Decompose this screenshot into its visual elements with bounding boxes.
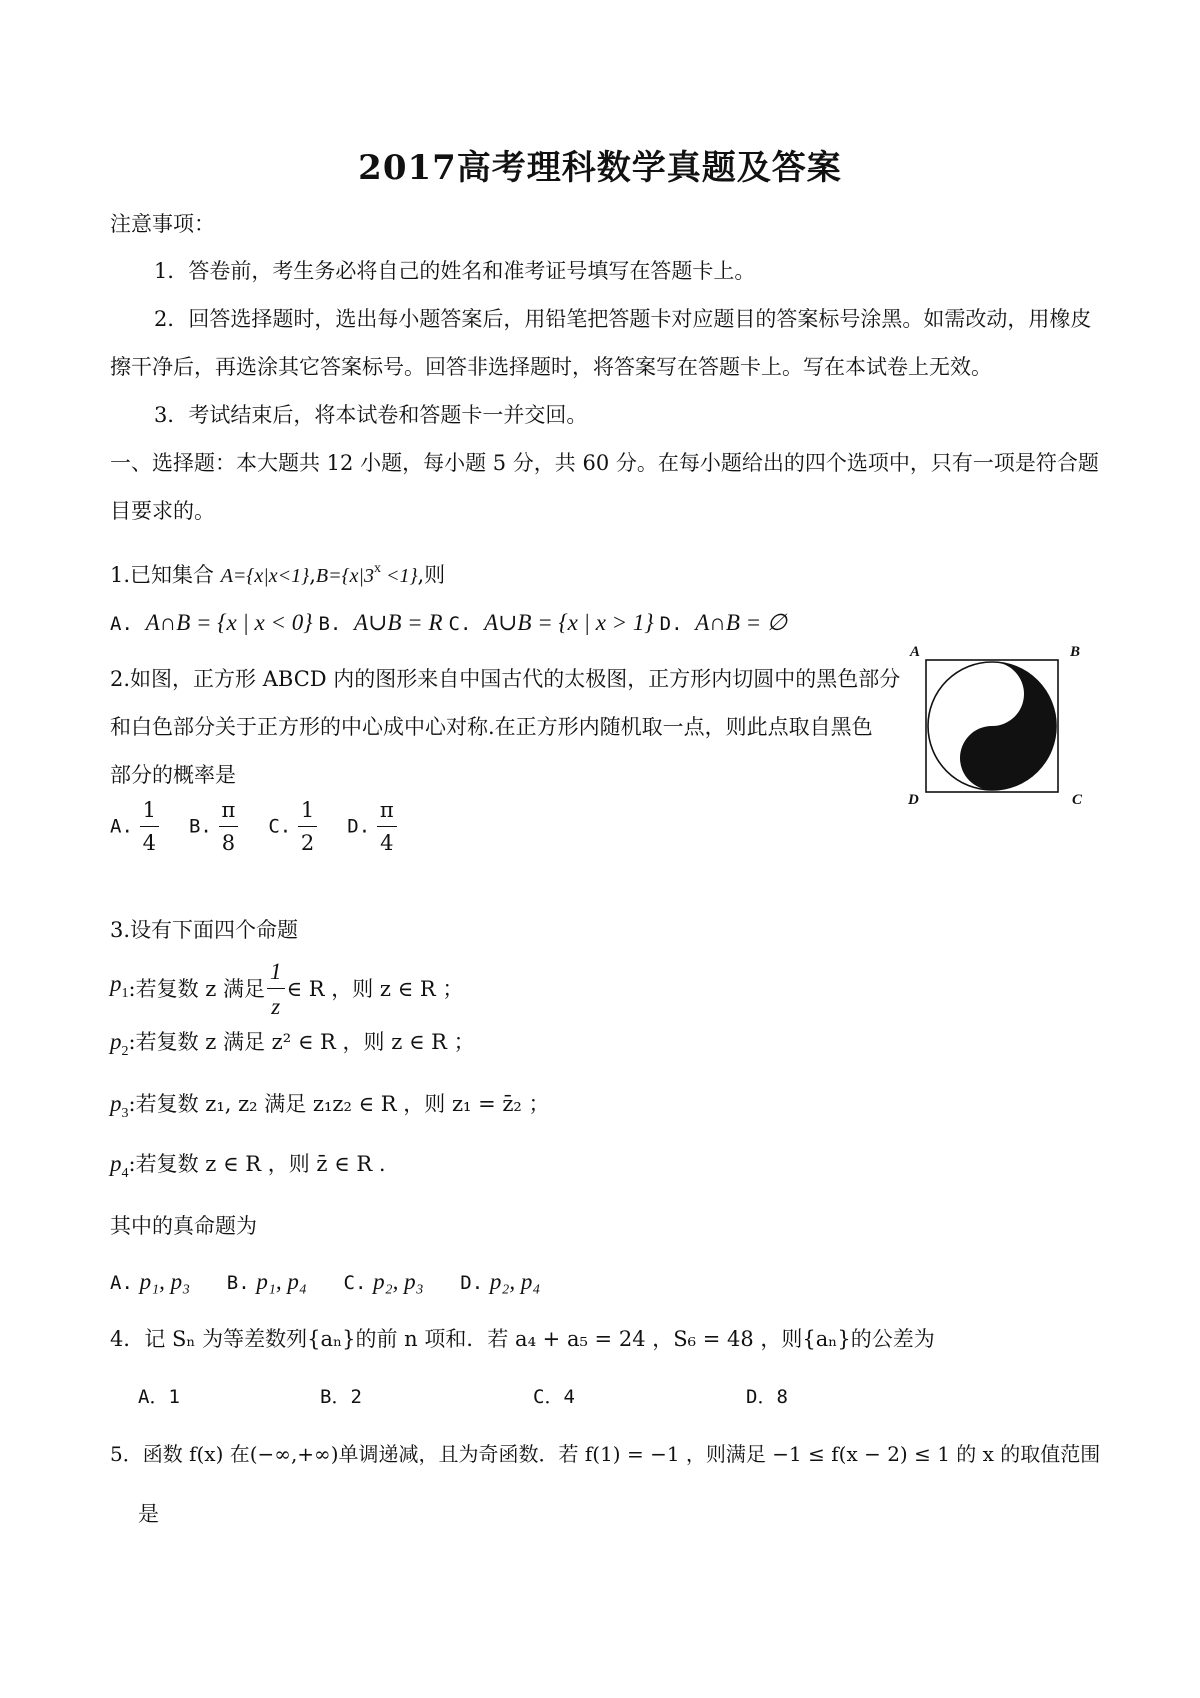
proposition-p1: $p_1$ :若复数 z 满足 $\frac{1}{z}$ ∈ R ，则 z ∈ R ； — [110, 959, 464, 1019]
option-4a: A．1 — [138, 1386, 180, 1408]
option-4d: D．8 — [746, 1386, 788, 1408]
option-4c: C．4 — [533, 1386, 575, 1408]
question-1-stem: 1.已知集合 $A=\{x|x<1\},B=\{x|3^x <1\}$,则 — [110, 561, 446, 587]
notice-heading: 注意事项： — [110, 212, 215, 236]
notice-2-cont: 擦干净后，再选涂其它答案标号。回答非选择题时，将答案写在答题卡上。写在本试卷上无效。 — [110, 355, 992, 379]
black-dot — [985, 751, 999, 765]
question-2-line-2: 和白色部分关于正方形的中心成中心对称.在正方形内随机取一点，则此点取自黑色 — [110, 715, 873, 739]
page-title: 2017高考理科数学真题及答案 — [358, 148, 842, 188]
option-3b: B. p₁, p₄ — [226, 1269, 307, 1294]
proposition-p2: $p_2$:若复数 z 满足 z² ∈ R ，则 z ∈ R ； — [110, 1029, 475, 1059]
question-2-line-3: 部分的概率是 — [110, 763, 236, 787]
taiji-diagram — [924, 658, 1074, 798]
option-1c: A∪B = {x | x > 1} — [484, 610, 654, 635]
question-5-line-2: 是 — [138, 1502, 159, 1526]
question-2-line-1: 2.如图，正方形 ABCD 内的图形来自中国古代的太极图，正方形内切圆中的黑色部分 — [110, 667, 901, 691]
question-3-options — [110, 1268, 570, 1297]
question-2-options — [110, 800, 427, 854]
notice-3: 3．考试结束后，将本试卷和答题卡一并交回。 — [154, 403, 588, 427]
vertex-label-b: B — [1070, 644, 1081, 660]
vertex-label-a: A — [910, 644, 921, 660]
taiji-figure — [908, 644, 1083, 808]
question-3-stem: 3.设有下面四个命题 — [110, 918, 299, 942]
option-2b: B. $\frac{\pi}{8}$ — [189, 800, 238, 854]
option-1d: A∩B = ∅ — [695, 610, 787, 635]
notice-1: 1．答卷前，考生务必将自己的姓名和准考证号填写在答题卡上。 — [154, 259, 756, 283]
vertex-label-d: D — [908, 792, 919, 808]
question-4-stem: 4．记 Sₙ 为等差数列{aₙ}的前 n 项和．若 a₄ + a₅ = 24 ，S₆ = 48 ，则{aₙ}的公差为 — [110, 1327, 935, 1351]
vertex-label-c: C — [1072, 792, 1083, 808]
notice-2: 2．回答选择题时，选出每小题答案后，用铅笔把答题卡对应题目的答案标号涂黑。如需改动，用橡皮 — [154, 307, 1092, 331]
option-3d: D. p₂, p₄ — [460, 1269, 541, 1294]
section-heading-cont: 目要求的。 — [110, 499, 215, 523]
question-5-line-1: 5．函数 f(x) 在(−∞,+∞)单调递减，且为奇函数．若 f(1) = −1 ，则满足 −1 ≤ f(x − 2) ≤ 1 的 x 的取值范围 — [110, 1442, 1101, 1466]
section-heading: 一、选择题：本大题共 12 小题，每小题 5 分，共 60 分。在每小题给出的四个选项中，只有一项是符合题 — [110, 451, 1099, 475]
option-4b: B．2 — [320, 1386, 362, 1408]
option-2d: D. $\frac{\pi}{4}$ — [347, 800, 396, 854]
question-1-options: A. A∩B = {x | x < 0} B. A∪B = R C. A∪B = {x | x > 1} D. A∩B = ∅ — [110, 610, 787, 635]
option-3c: C. p₂, p₃ — [343, 1269, 424, 1294]
option-1b: A∪B = R — [354, 610, 443, 635]
option-1a: A∩B = {x | x < 0} — [145, 610, 313, 635]
option-2c: C. $\frac{1}{2}$ — [268, 800, 317, 854]
proposition-p3: $p_3$:若复数 z₁, z₂ 满足 z₁z₂ ∈ R ，则 z₁ = z̄₂ ； — [110, 1091, 550, 1121]
question-3-conclusion: 其中的真命题为 — [110, 1214, 257, 1238]
white-dot — [985, 687, 999, 701]
option-3a: A. p₁, p₃ — [110, 1269, 191, 1294]
option-2a: A. $\frac{1}{4}$ — [110, 800, 159, 854]
proposition-p4: $p_4$:若复数 z ∈ R ，则 z̄ ∈ R . — [110, 1151, 386, 1181]
